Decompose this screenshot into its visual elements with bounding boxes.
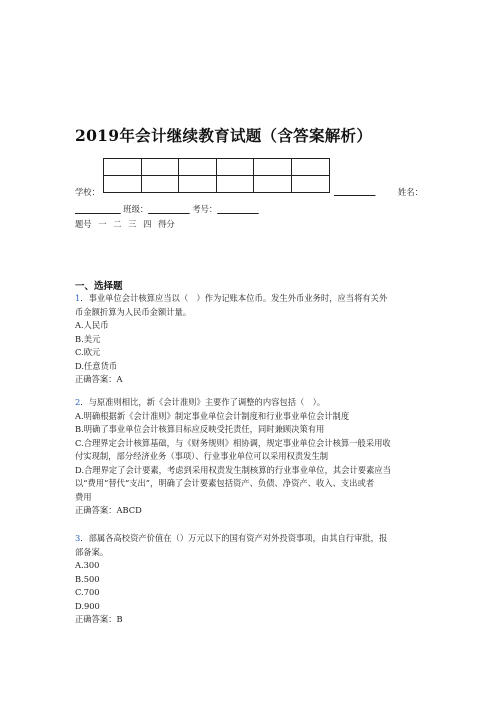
option-c: C.欧元 (75, 347, 101, 357)
question-stem-line: ．事业单位会计核算应当以（ ）作为记账本位币。发生外币业务时，应当将有关外 (80, 293, 388, 303)
score-table-row (104, 159, 330, 176)
option-a: A.300 (75, 560, 100, 570)
option-b: B.500 (75, 573, 100, 584)
document-title: 2019年会计继续教育试题（含答案解析） (75, 126, 373, 145)
exam-number-blank: __________ (217, 204, 259, 214)
option-a: A.明确根据新《会计准则》制定事业单位会计制度和行业事业单位会计制度 (75, 410, 350, 421)
option-b: B.明确了事业单位会计核算目标应反映受托责任，同时兼顾决策有用 (75, 424, 325, 434)
score-cell (179, 176, 217, 193)
question-number: 1 (75, 293, 81, 303)
header-part-4: 四 (143, 219, 152, 229)
score-cell (291, 176, 329, 193)
option-d-continued: 费用 (75, 491, 92, 502)
school-blank: __________ (334, 186, 376, 196)
score-cell (254, 159, 292, 176)
score-cell (291, 159, 329, 176)
class-label: 班级： (123, 204, 149, 214)
score-cell (254, 176, 292, 193)
header-part-2: 二 (113, 219, 122, 229)
header-total-score: 得分 (158, 219, 175, 229)
answer: 正确答案：A (75, 374, 123, 384)
question-stem-line: ．部属各高校资产价值在（）万元以下的国有资产对外投资事项，由其自行审批，报 (80, 533, 388, 543)
header-question-number: 题号 (75, 219, 92, 229)
header-part-3: 三 (128, 219, 137, 229)
score-cell (141, 159, 179, 176)
score-table-row (104, 176, 330, 193)
score-table (103, 158, 330, 193)
question-stem-line: 币金额折算为人民币金额计量。 (75, 306, 192, 317)
score-cell (216, 176, 254, 193)
question-3 (75, 532, 435, 627)
answer: 正确答案：B (75, 614, 123, 624)
option-c: C.合理界定会计核算基础，与《财务规则》相协调，规定事业单位会计核算一般采用收 (75, 437, 391, 448)
option-a: A.人民币 (75, 320, 109, 330)
score-cell (104, 176, 142, 193)
question-number: 3 (75, 533, 81, 543)
option-d-continued: 以“费用”替代“支出”，明确了会计要素包括资产、负债、净资产、收入、支出或者 (75, 478, 375, 488)
info-row-2 (75, 203, 259, 215)
option-d: D.合理界定了会计要素，考虑到采用权责发生制核算的行业事业单位，其会计要素应当 (75, 464, 391, 475)
score-cell (179, 159, 217, 176)
answer: 正确答案：ABCD (75, 505, 142, 515)
name-blank: ___________ (75, 204, 121, 214)
option-d: D.900 (75, 600, 100, 611)
question-stem-line: 部备案。 (75, 546, 109, 557)
class-blank: __________ (148, 204, 190, 214)
name-label: 姓名： (398, 187, 423, 197)
option-c: C.700 (75, 587, 100, 597)
score-cell (216, 159, 254, 176)
question-1 (75, 292, 435, 387)
header-part-1: 一 (98, 219, 107, 229)
option-c-continued: 付实现制，部分经济业务（事项）、行业事业单位可以采用权责发生制 (75, 451, 329, 461)
score-cell (141, 176, 179, 193)
score-header-row (75, 218, 175, 230)
question-2 (75, 396, 435, 518)
school-label: 学校： (75, 187, 100, 197)
question-number: 2 (75, 397, 81, 407)
question-stem-line: ．与原准则相比，新《会计准则》主要作了调整的内容包括（ ）。 (80, 397, 326, 407)
option-b: B.美元 (75, 333, 101, 344)
option-d: D.任意货币 (75, 360, 118, 371)
exam-number-label: 考号： (192, 204, 218, 214)
score-cell (104, 159, 142, 176)
section-title: 一、选择题 (75, 281, 123, 292)
